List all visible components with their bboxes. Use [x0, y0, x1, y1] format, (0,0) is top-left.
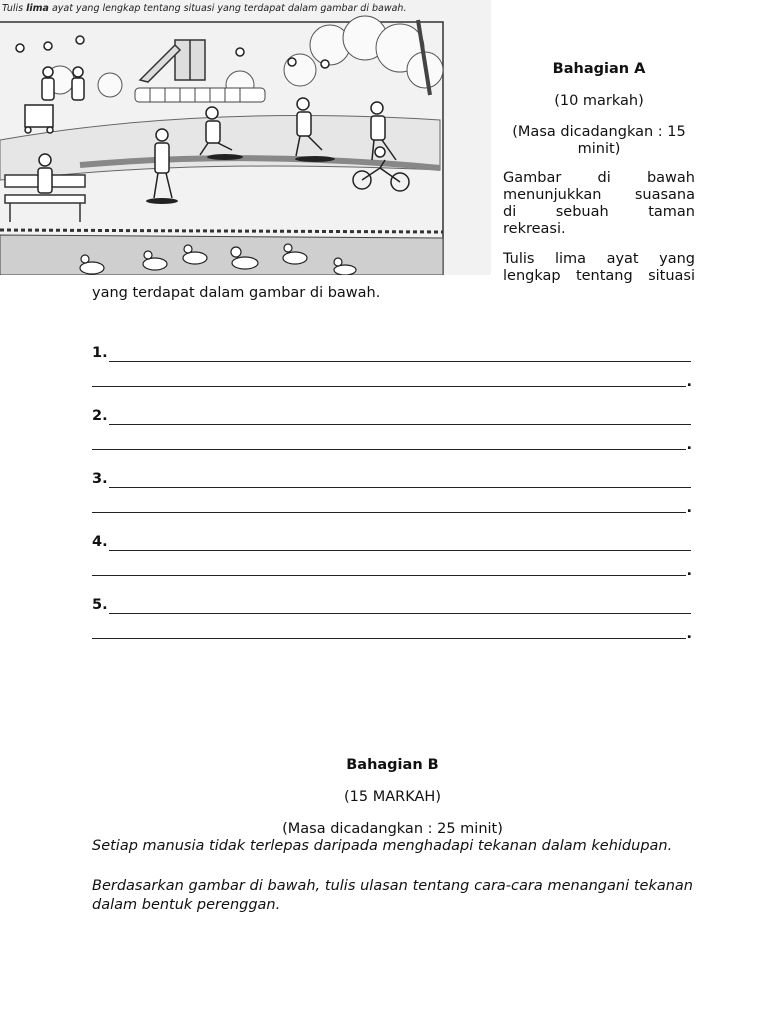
- writing-rule: [92, 512, 686, 513]
- answer-line-5[interactable]: [92, 597, 692, 617]
- writing-rule: [109, 424, 691, 425]
- sentence-end: .: [686, 626, 692, 642]
- answer-number: 4.: [92, 534, 108, 550]
- answer-line-2-cont[interactable]: [92, 433, 692, 453]
- answer-number: 3.: [92, 471, 108, 487]
- section-b-paragraph-2: Berdasarkan gambar di bawah, tulis ulasan tentang cara-cara menangani tekanan dalam bentuk perenggan.: [92, 878, 693, 913]
- answer-line-3-cont[interactable]: [92, 496, 692, 516]
- writing-rule: [109, 361, 691, 362]
- section-b-marks: (15 MARKAH): [344, 789, 441, 805]
- answer-line-5-cont[interactable]: [92, 622, 692, 642]
- answer-line-1[interactable]: [92, 345, 692, 365]
- sentence-end: .: [686, 374, 692, 390]
- illustration-caption: Tulis lima ayat yang lengkap tentang situasi yang terdapat dalam gambar di bawah.: [2, 3, 407, 14]
- sentence-end: .: [686, 437, 692, 453]
- writing-rule: [109, 487, 691, 488]
- answer-line-1-cont[interactable]: [92, 370, 692, 390]
- section-a-time-line2: minit): [577, 141, 621, 157]
- section-b-time: (Masa dicadangkan : 25 minit): [282, 821, 503, 837]
- answer-line-4-cont[interactable]: [92, 559, 692, 579]
- description-line: rekreasi.: [503, 221, 566, 237]
- instruction-line: Tulis lima ayat yang: [503, 251, 695, 267]
- sentence-end: .: [686, 563, 692, 579]
- answer-line-4[interactable]: [92, 534, 692, 554]
- sentence-end: .: [686, 500, 692, 516]
- writing-rule: [92, 638, 686, 639]
- section-a-description: [503, 170, 695, 238]
- description-line: menunjukkan suasana: [503, 187, 695, 203]
- answer-number: 2.: [92, 408, 108, 424]
- writing-rule: [92, 575, 686, 576]
- instruction-continuation: yang terdapat dalam gambar di bawah.: [92, 285, 381, 301]
- writing-rule: [92, 386, 686, 387]
- section-a-title: Bahagian A: [552, 61, 646, 77]
- answer-line-3[interactable]: [92, 471, 692, 491]
- writing-rule: [109, 613, 691, 614]
- answer-line-2[interactable]: [92, 408, 692, 428]
- answer-number: 5.: [92, 597, 108, 613]
- section-a-time: [503, 124, 695, 158]
- section-b-paragraph-1: Setiap manusia tidak terlepas daripada menghadapi tekanan dalam kehidupan.: [92, 838, 673, 854]
- park-illustration: [0, 0, 491, 275]
- description-line: Gambar di bawah: [503, 170, 695, 186]
- instruction-line: lengkap tentang situasi: [503, 268, 695, 284]
- section-a-time-line1: (Masa dicadangkan : 15: [512, 124, 686, 140]
- section-b-title: Bahagian B: [346, 757, 439, 773]
- writing-rule: [92, 449, 686, 450]
- description-line: di sebuah taman: [503, 204, 695, 220]
- section-a-marks: (10 markah): [554, 93, 644, 109]
- answer-number: 1.: [92, 345, 108, 361]
- writing-rule: [109, 550, 691, 551]
- section-a-instruction: [503, 251, 695, 285]
